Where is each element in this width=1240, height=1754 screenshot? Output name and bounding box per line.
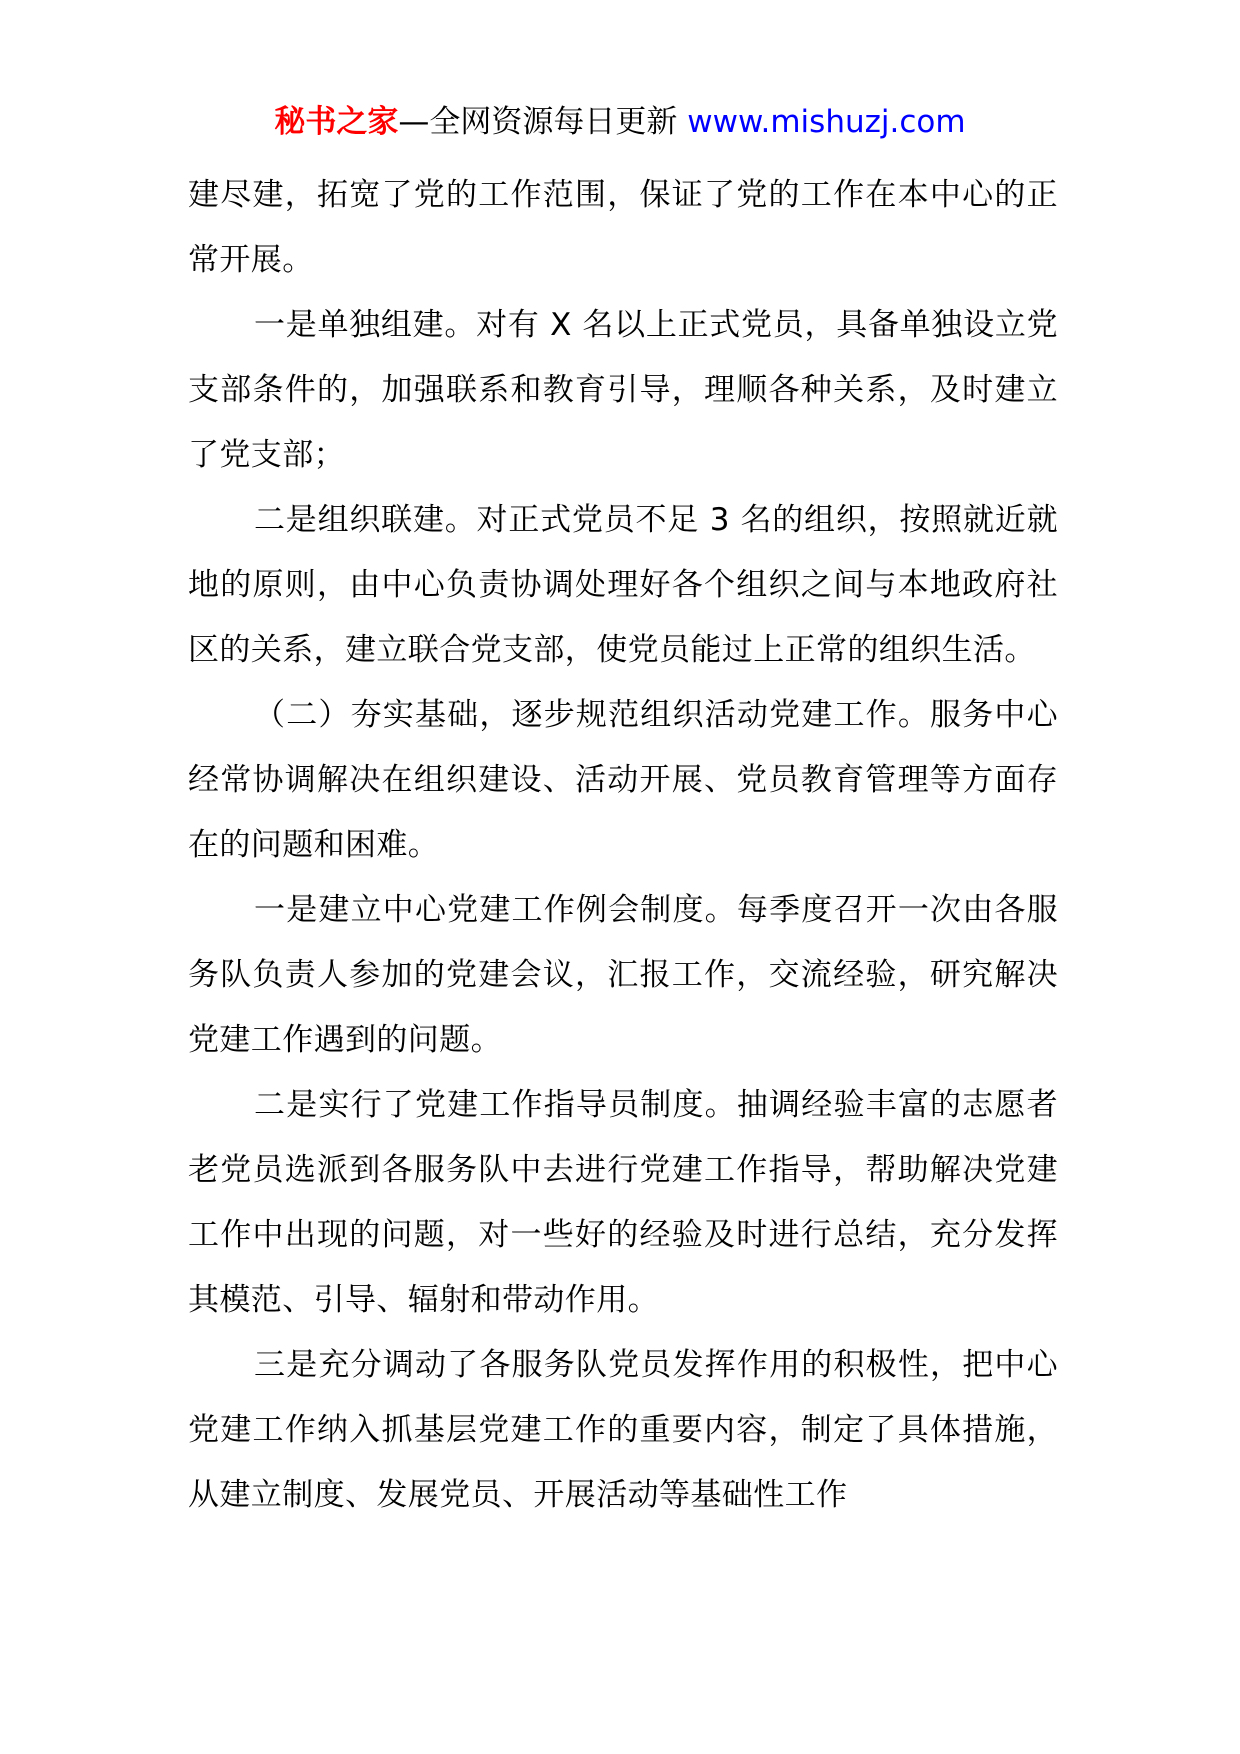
website-link[interactable]: www.mishuzj.com [687, 104, 966, 140]
paragraph: 二是组织联建。对正式党员不足 3 名的组织，按照就近就地的原则，由中心负责协调处理好各个组织之间与本地政府社区的关系，建立联合党支部，使党员能过上正常的组织生活。 [188, 502, 1058, 668]
paragraph: 一是建立中心党建工作例会制度。每季度召开一次由各服务队负责人参加的党建会议，汇报工作，交流经验，研究解决党建工作遇到的问题。 [188, 892, 1058, 1058]
header-tagline: —全网资源每日更新 [398, 104, 688, 140]
paragraph: 三是充分调动了各服务队党员发挥作用的积极性，把中心党建工作纳入抓基层党建工作的重要内容，制定了具体措施，从建立制度、发展党员、开展活动等基础性工作 [188, 1347, 1058, 1513]
document-body [188, 163, 1058, 1528]
brand-name: 秘书之家 [274, 104, 399, 140]
paragraph: （二）夯实基础，逐步规范组织活动党建工作。服务中心经常协调解决在组织建设、活动开展、党员教育管理等方面存在的问题和困难。 [188, 697, 1058, 863]
paragraph: 建尽建，拓宽了党的工作范围，保证了党的工作在本中心的正常开展。 [188, 177, 1058, 278]
paragraph: 二是实行了党建工作指导员制度。抽调经验丰富的志愿者老党员选派到各服务队中去进行党建工作指导，帮助解决党建工作中出现的问题，对一些好的经验及时进行总结，充分发挥其模范、引导、辐射和带动作用。 [188, 1087, 1058, 1318]
page-header [0, 100, 1240, 144]
paragraph: 一是单独组建。对有 X 名以上正式党员，具备单独设立党支部条件的，加强联系和教育引导，理顺各种关系，及时建立了党支部； [188, 307, 1058, 473]
